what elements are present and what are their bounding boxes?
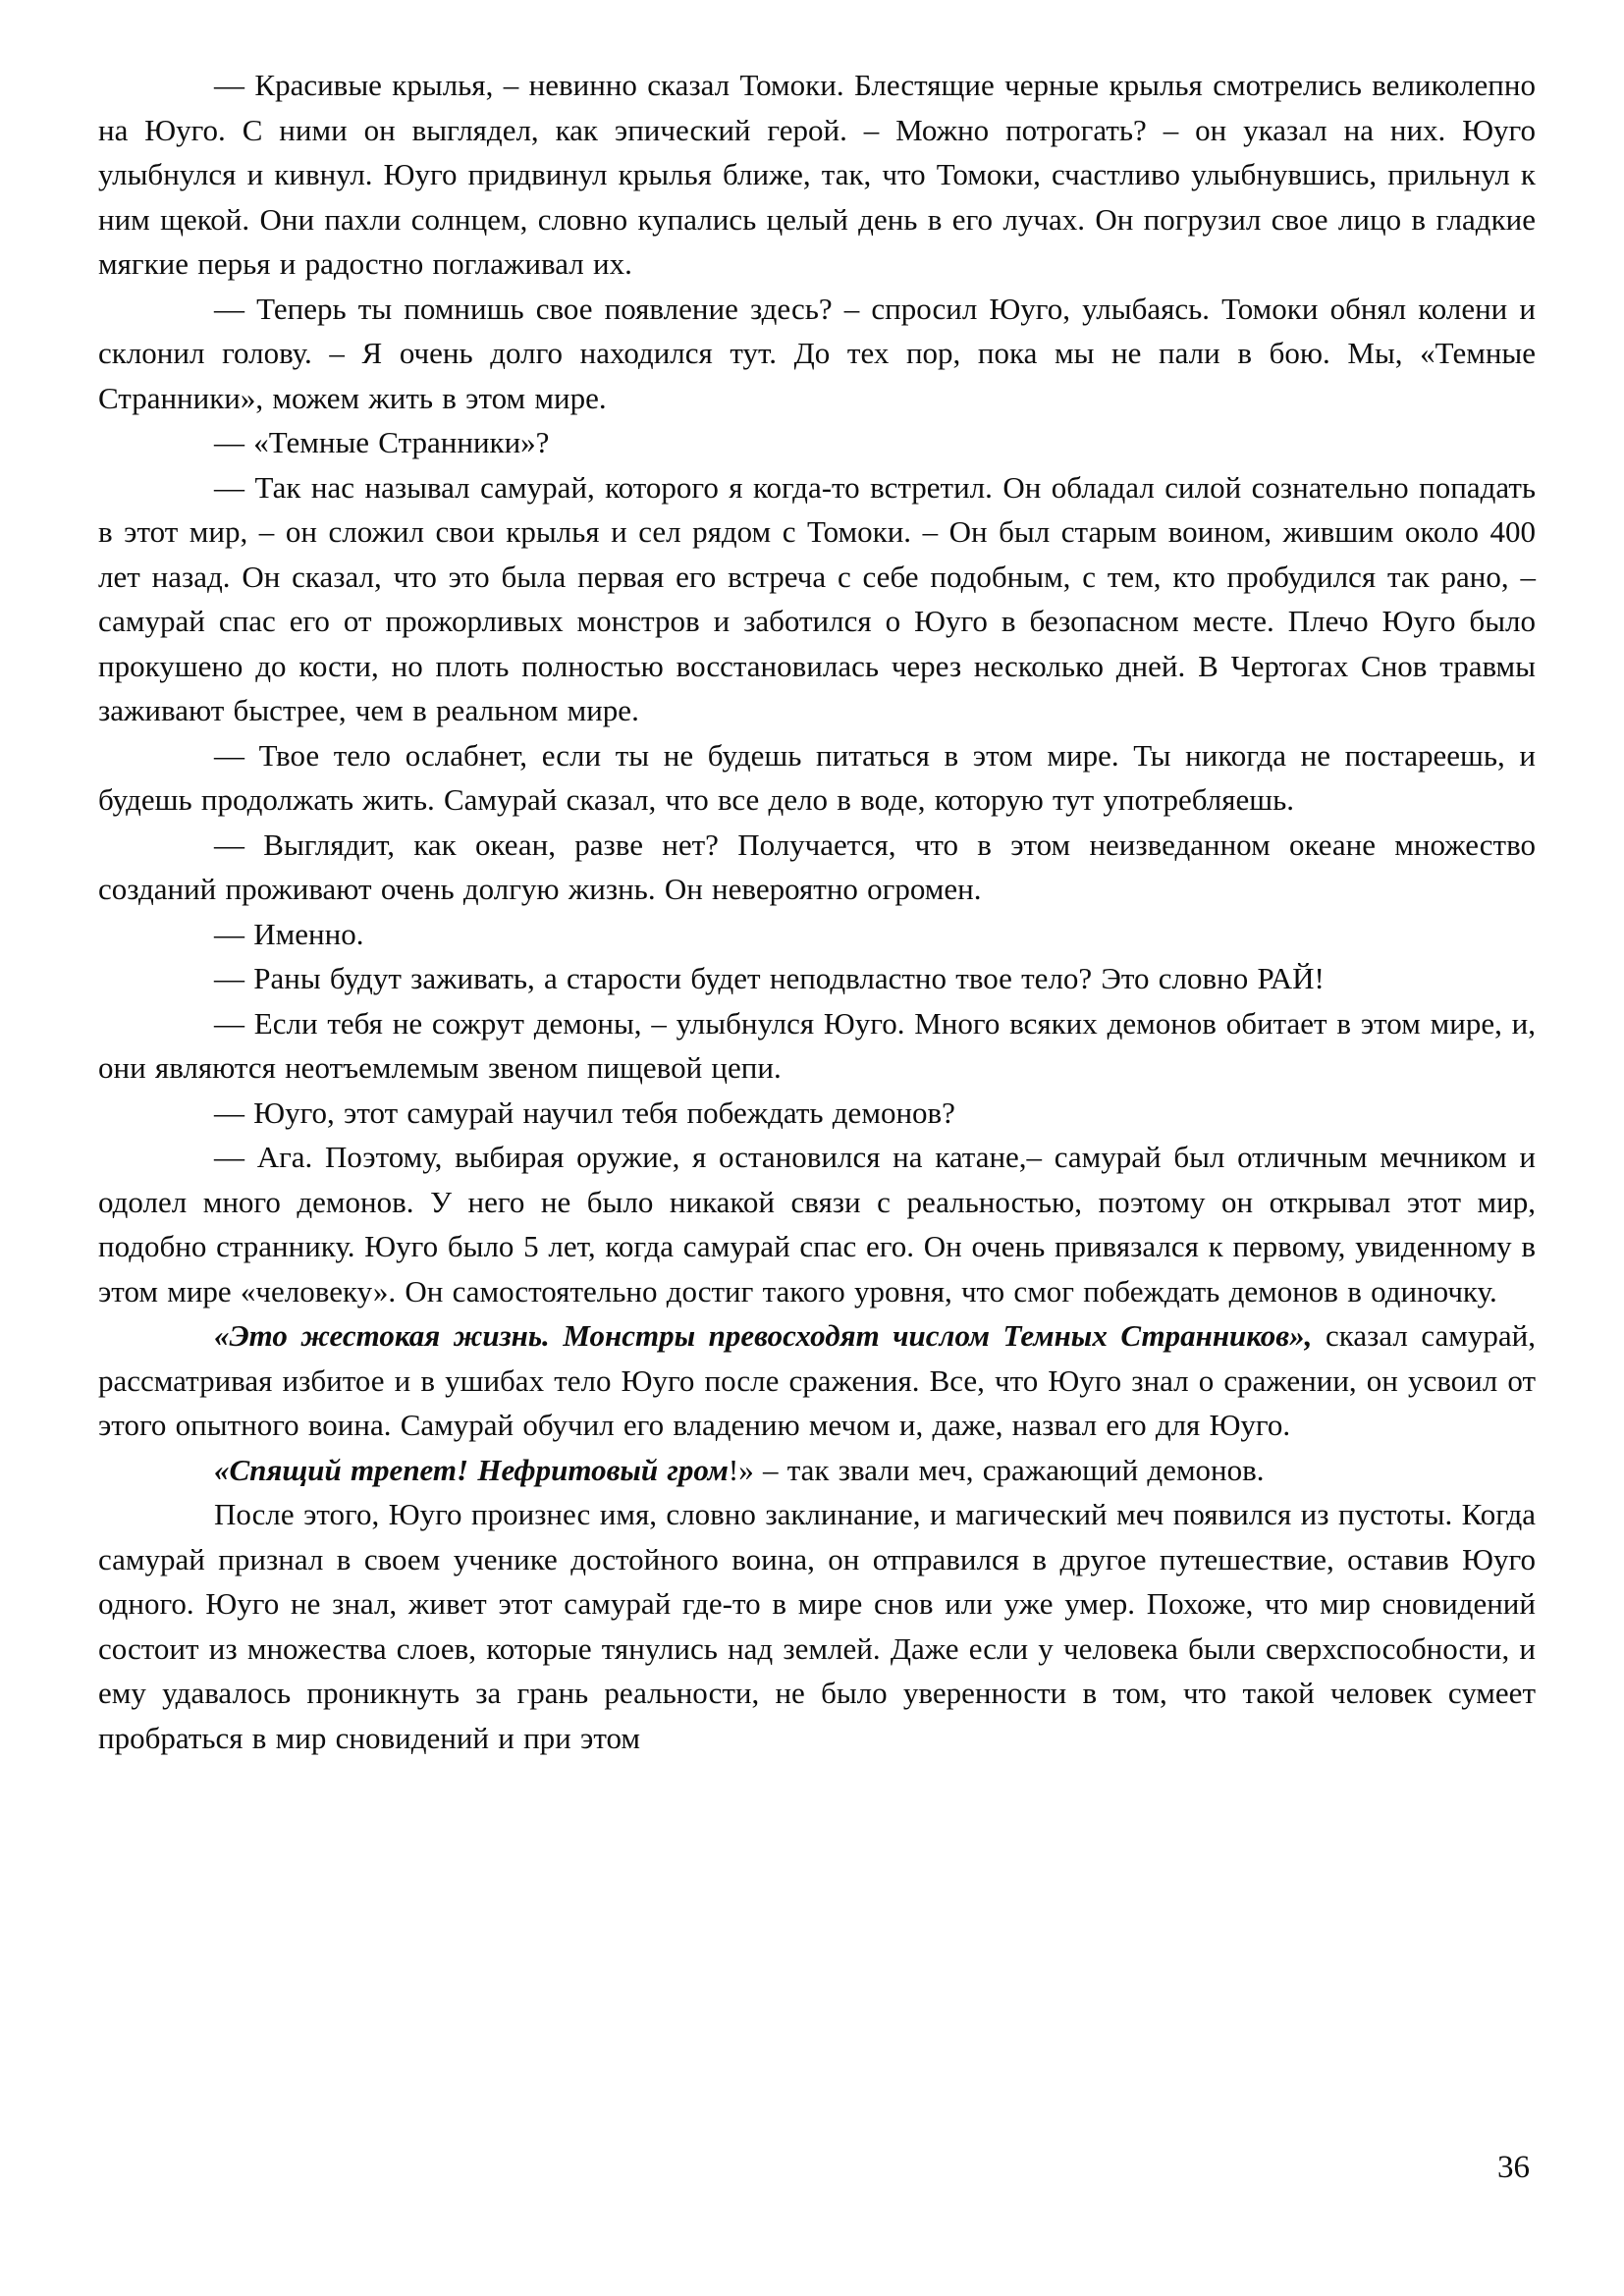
paragraph-text: — Теперь ты помнишь свое появление здесь? – спросил Юуго, улыбаясь. Томоки обнял колени и склонил голову. – Я очень долго находился тут. До тех пор, пока мы не пали в бою. Мы, «Темные Странники», можем жить в этом мире. [98, 291, 1536, 415]
paragraph-text: — Твое тело ослабнет, если ты не будешь питаться в этом мире. Ты никогда не постареешь, и будешь продолжать жить. Самурай сказал, что все дело в воде, которую тут употребляешь. [98, 737, 1536, 817]
paragraph [98, 956, 1536, 1001]
paragraph-text: — «Темные Странники»? [214, 425, 550, 459]
paragraph-text: — Если тебя не сожрут демоны, – улыбнулся Юуго. Много всяких демонов обитает в этом мире, и, они являются неотъемлемым звеном пищевой цепи. [98, 1005, 1536, 1085]
paragraph-text: — Выглядит, как океан, разве нет? Получается, что в этом неизведанном океане множество созданий проживают очень долгую жизнь. Он невероятно огромен. [98, 827, 1536, 906]
paragraph-text: — Ага. Поэтому, выбирая оружие, я остановился на катане,– самурай был отличным мечником и одолел много демонов. У него не было никакой связи с реальностью, поэтому он открывал этот мир, подобно страннику. Юуго было 5 лет, когда самурай спас его. Он очень привязался к первому, увиденному в этом мире «человеку». Он самостоятельно достиг такого уровня, что смог побеждать демонов в одиночку. [98, 1140, 1536, 1308]
paragraph [98, 912, 1536, 957]
paragraph-text: — Раны будут заживать, а старости будет неподвластно твое тело? Это словно РАЙ! [214, 961, 1325, 995]
paragraph [98, 1091, 1536, 1136]
paragraph [98, 420, 1536, 465]
paragraph [98, 1313, 1536, 1448]
paragraph-text: — Так нас называл самурай, которого я когда-то встретил. Он обладал силой сознательно попадать в этот мир, – он сложил свои крылья и сел рядом с Томоки. – Он был старым воином, жившим около 400 лет назад. Он сказал, что это была первая его встреча с себе подобным, с тем, кто пробудился так рано, – самурай спас его от прожорливых монстров и заботился о Юуго в безопасном месте. Плечо Юуго было прокушено до кости, но плоть полностью восстановилась через несколько дней. В Чертогах Снов травмы заживают быстрее, чем в реальном мире. [98, 469, 1536, 727]
document-body [98, 63, 1536, 1760]
paragraph-text: — Юуго, этот самурай научил тебя побеждать демонов? [214, 1095, 955, 1130]
paragraph [98, 465, 1536, 733]
page-number: 36 [1497, 2150, 1530, 2185]
paragraph [98, 1135, 1536, 1313]
paragraph [98, 733, 1536, 823]
emphasized-text: «Это жестокая жизнь. Монстры превосходят числом Темных Странников», [214, 1318, 1313, 1353]
paragraph-text: !» – так звали меч, сражающий демонов. [728, 1452, 1265, 1487]
paragraph [98, 1001, 1536, 1091]
paragraph-text: — Красивые крылья, – невинно сказал Томоки. Блестящие черные крылья смотрелись великолепно на Юуго. С ними он выглядел, как эпический герой. – Можно потрогать? – он указал на них. Юуго улыбнулся и кивнул. Юуго придвинул крылья ближе, так, что Томоки, счастливо улыбнувшись, прильнул к ним щекой. Они пахли солнцем, словно купались целый день в его лучах. Он погрузил свое лицо в гладкие мягкие перья и радостно поглаживал их. [98, 68, 1536, 281]
paragraph-text: После этого, Юуго произнес имя, словно заклинание, и магический меч появился из пустоты. Когда самурай признал в своем ученике достойного воина, он отправился в другое путешествие, оставив Юуго одного. Юуго не знал, живет этот самурай где-то в мире снов или уже умер. Похоже, что мир сновидений состоит из множества слоев, которые тянулись над землей. Даже если у человека были сверхспособности, и ему удавалось проникнуть за грань реальности, не было уверенности в том, что такой человек сумеет пробраться в мир сновидений и при этом [98, 1497, 1536, 1755]
emphasized-text: «Спящий трепет! Нефритовый гром [214, 1452, 729, 1487]
paragraph-text: сказал самурай, рассматривая избитое и в ушибах тело Юуго после сражения. Все, что Юуго знал о сражении, он усвоил от этого опытного воина. Самурай обучил его владению мечом и, даже, назвал его для Юуго. [98, 1318, 1536, 1442]
paragraph [98, 1492, 1536, 1760]
paragraph [98, 287, 1536, 421]
paragraph [98, 823, 1536, 912]
paragraph [98, 63, 1536, 287]
paragraph [98, 1448, 1536, 1493]
paragraph-text: — Именно. [214, 916, 364, 951]
